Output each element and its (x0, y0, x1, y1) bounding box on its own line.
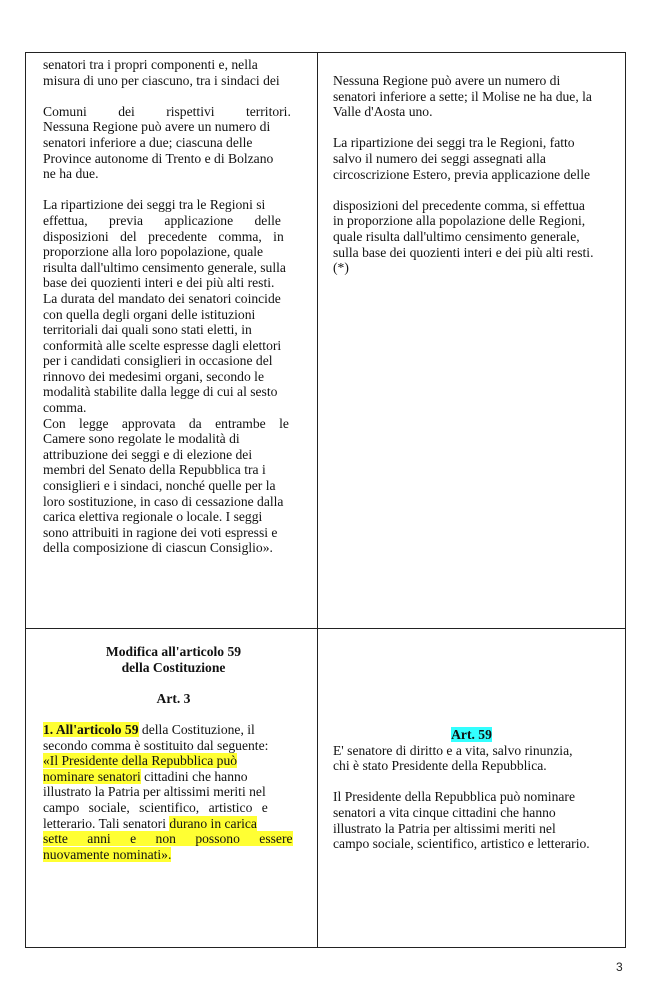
amendment-paragraph (43, 722, 304, 862)
highlighted-text: nuovamente nominati». (43, 846, 172, 862)
text-span: letterario. Tali senatori (43, 815, 170, 831)
row-divider (26, 628, 625, 629)
article-label (333, 727, 610, 743)
text-line: consiglieri e i sindaci, nonché quelle per la (43, 478, 276, 494)
text-line: disposizioni del precedente comma, si effettua (333, 197, 585, 213)
text-line: sono attribuiti in ragione dei voti espressi e (43, 524, 278, 540)
text-line: effettua, previa applicazione delle (43, 212, 281, 228)
text-line: campo sociale, scientifico, artistico e letterario. (333, 836, 590, 852)
paragraph (43, 104, 304, 182)
text-line: carica elettiva regionale o locale. I seggi (43, 509, 263, 525)
text-line (43, 753, 304, 769)
text-line: La ripartizione dei seggi tra le Regioni, fatto (333, 135, 575, 151)
text-line: Province autonome di Trento e di Bolzano (43, 150, 274, 166)
text-line: per i candidati consiglieri in occasione del (43, 353, 273, 369)
text-line: membri del Senato della Repubblica tra i (43, 462, 266, 478)
text-line: Camere sono regolate le modalità di (43, 431, 240, 447)
paragraph (43, 197, 304, 556)
text-line: La ripartizione dei seggi tra le Regioni si (43, 197, 266, 213)
text-line: La durata del mandato dei senatori coincide (43, 290, 281, 306)
text-line: con quella degli organi delle istituzioni (43, 306, 256, 322)
text-line: Nessuna Regione può avere un numero di (333, 73, 561, 88)
cell-old-text-bottom (333, 727, 610, 852)
text-line: Il Presidente della Repubblica può nominare (333, 789, 575, 805)
text-line: base dei quozienti interi e dei più alti resti. (43, 275, 275, 291)
highlighted-text: nominare senatori (43, 768, 141, 784)
text-line (43, 816, 304, 832)
highlighted-text: durano in carica (169, 815, 257, 831)
paragraph (333, 135, 610, 182)
text-line: secondo comma è sostituito dal seguente: (43, 737, 269, 753)
text-line: campo sociale, scientifico, artistico e (43, 799, 268, 815)
cell-old-text-top (333, 73, 610, 276)
text-line: chi è stato Presidente della Repubblica. (333, 758, 547, 774)
text-line: Valle d'Aosta uno. (333, 104, 433, 120)
article-label: Art. 3 (156, 690, 191, 706)
highlighted-text: 1. All'articolo 59 (43, 721, 139, 737)
text-line: Comuni dei rispettivi territori. (43, 103, 291, 119)
text-span: della Costituzione, il (138, 721, 255, 737)
text-line: rinnovo dei medesimi organi, secondo le (43, 368, 264, 384)
text-line: modalità stabilite dalla legge di cui al sesto (43, 384, 278, 400)
text-line: Con legge approvata da entrambe le (43, 415, 289, 431)
text-line: sulla base dei quozienti interi e dei più alti resti. (333, 244, 594, 260)
cell-new-text-bottom (43, 644, 304, 862)
paragraph (43, 57, 304, 88)
page-number: 3 (616, 960, 623, 974)
footnote-marker: (*) (333, 260, 349, 276)
highlighted-text: sette anni e non possono essere (43, 831, 293, 847)
column-divider (317, 53, 318, 947)
text-line: illustrato la Patria per altissimi meriti nel (333, 820, 556, 836)
cell-new-text-top (43, 57, 304, 556)
text-line: senatori a vita cinque cittadini che hanno (333, 804, 556, 820)
text-line: illustrato la Patria per altissimi meriti nel (43, 784, 266, 800)
text-line: ne ha due. (43, 166, 99, 182)
text-line: senatori inferiore a sette; il Molise ne ha due, la (333, 88, 592, 104)
text-line: quale risulta dall'ultimo censimento generale, (333, 228, 580, 244)
comparison-table (25, 52, 626, 948)
text-line: conformità alle scelte espresse dagli elettori (43, 337, 282, 353)
text-line: disposizioni del precedente comma, in (43, 228, 284, 244)
text-line (43, 847, 304, 863)
text-line: salvo il numero dei seggi assegnati alla (333, 150, 546, 166)
text-line: territoriali dai quali sono stati eletti, in (43, 322, 252, 338)
text-line: attribuzione dei seggi e di elezione dei (43, 446, 253, 462)
text-line (43, 831, 304, 847)
text-line (43, 722, 304, 738)
text-line: risulta dall'ultimo censimento generale, sulla (43, 259, 286, 275)
section-heading-line2: della Costituzione (121, 659, 226, 675)
text-line: senatori inferiore a due; ciascuna delle (43, 134, 253, 150)
text-line: loro sostituzione, in caso di cessazione dalla (43, 493, 284, 509)
paragraph (333, 743, 610, 774)
section-heading-line1: Modifica all'articolo 59 (105, 644, 242, 659)
text-line: della composizione di ciascun Consiglio». (43, 540, 273, 556)
text-line: in proporzione alla popolazione delle Regioni, (333, 213, 586, 229)
text-line: circoscrizione Estero, previa applicazione delle (333, 166, 591, 182)
text-line: senatori tra i propri componenti e, nella (43, 57, 258, 72)
paragraph (333, 789, 610, 851)
text-line: proporzione alla loro popolazione, quale (43, 244, 264, 260)
highlighted-text: Art. 59 (451, 727, 492, 742)
text-span: cittadini che hanno (140, 768, 248, 784)
text-line: comma. (43, 400, 87, 416)
paragraph (333, 198, 610, 276)
paragraph (333, 73, 610, 120)
text-line: Nessuna Regione può avere un numero di (43, 119, 271, 135)
text-line: misura di uno per ciascuno, tra i sindaci dei (43, 72, 280, 88)
highlighted-text: «Il Presidente della Repubblica può (43, 753, 238, 769)
text-line (43, 769, 304, 785)
text-line: E' senatore di diritto e a vita, salvo rinunzia, (333, 742, 573, 758)
